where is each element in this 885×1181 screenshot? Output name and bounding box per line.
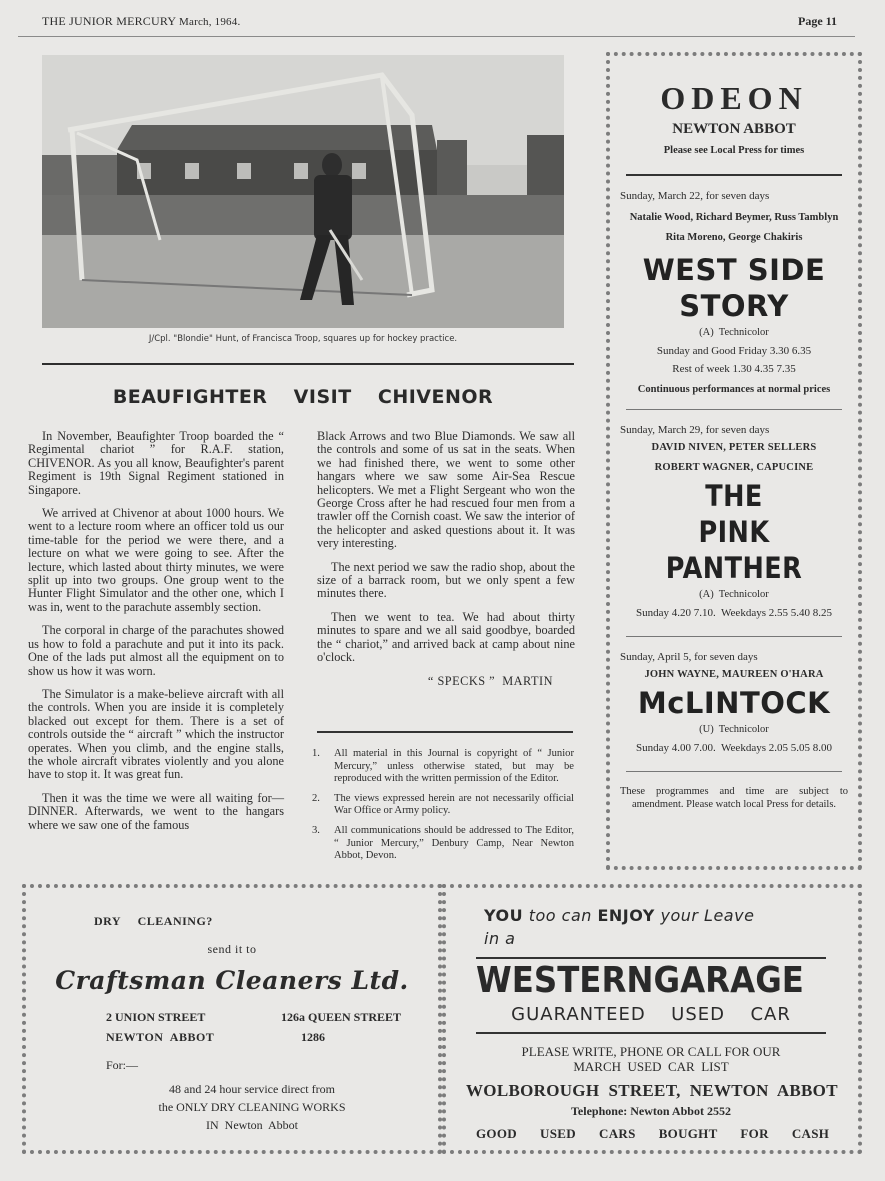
header-divider: [18, 36, 855, 37]
notice-text: All material in this Journal is copyright of “ Junior Mercury,” unless otherwise stated, but may be reproduced with the written permission of the Editor.: [334, 748, 574, 785]
divider: [476, 1032, 826, 1034]
film-times: [620, 739, 848, 757]
cta-line: MARCH USED CAR LIST: [573, 1059, 729, 1074]
tagline-word: your Leave: [660, 906, 755, 925]
for-label: For:—: [106, 1058, 139, 1072]
title-line: STORY: [679, 289, 789, 323]
notice-text: All communications should be addressed to The Editor, “ Junior Mercury,” Denbury Camp, Near Newton Abbot, Devon.: [334, 824, 574, 862]
cast-line: DAVID NIVEN, PETER SELLERS: [651, 442, 817, 453]
garage-address: WOLBOROUGH STREET, NEWTON ABBOT: [466, 1081, 838, 1100]
article-column-right: [317, 430, 575, 688]
title-line: THE: [705, 479, 763, 513]
film-title: [620, 252, 848, 324]
ad-question: DRY CLEANING?: [94, 914, 213, 928]
notice-number: 2.: [312, 792, 320, 804]
tagline-word: too can: [528, 906, 592, 925]
divider: [626, 771, 842, 772]
company-name: Craftsman Cleaners Ltd.: [55, 966, 409, 995]
garage-telephone: Telephone: Newton Abbot 2552: [571, 1104, 731, 1118]
title-line: PINK PANTHER: [665, 515, 803, 585]
editorial-notices: [312, 748, 574, 870]
article-column-left: [28, 430, 284, 842]
page-number: Page 11: [798, 14, 837, 28]
divider: [626, 636, 842, 637]
running-header: [42, 14, 240, 29]
film-times: [620, 342, 848, 378]
town: NEWTON ABBOT: [106, 1030, 215, 1044]
film-cast: [620, 665, 848, 685]
phone-number: 1286: [301, 1030, 325, 1044]
divider: [626, 174, 842, 176]
film-rating: (A) Technicolor: [699, 327, 769, 338]
garage-name: [476, 960, 804, 1001]
article-headline: BEAUFIGHTER VISIT CHIVENOR: [112, 386, 494, 408]
film-rating: (A) Technicolor: [699, 589, 769, 600]
call-to-action: [476, 1044, 826, 1074]
film-title: [620, 685, 848, 721]
title-line: WEST SIDE: [642, 253, 826, 287]
article-paragraph: We arrived at Chivenor at about 1000 hours. We went to a lecture room where an officer told us our time-table for the period we were there, and a lecture on what we were going to see. After the lecture, which lasted about thirty minutes, we were split up into two groups. One group went to the Hunter Flight Simulator and the other one, which I was in, went to the parachute assembly section.: [28, 506, 284, 614]
notice-item: [312, 825, 574, 863]
ad-tagline: [484, 904, 754, 950]
garage-subtitle: GUARANTEED USED CAR: [511, 1004, 791, 1025]
photo-caption: J/Cpl. "Blondie" Hunt, of Francisca Troop, squares up for hockey practice.: [148, 334, 458, 344]
cinema-location: NEWTON ABBOT: [672, 121, 796, 137]
article-paragraph: The Simulator is a make-believe aircraft with all the controls. When you are inside it is completely blacked out except for them. There is a set of controls outside the “ aircraft ” which the instructor operates. When you climb, and the engine stalls, the whole aircraft vibrates violently and you alone have to stop it. It was great fun.: [28, 686, 284, 782]
hockey-photo: [42, 55, 564, 328]
cast-line: Rita Moreno, George Chakiris: [665, 232, 803, 243]
garage-name-word: WESTERN: [476, 960, 654, 1001]
tagline-word: ENJOY: [597, 906, 655, 925]
notice-item: [312, 748, 574, 786]
address-line: 126a QUEEN STREET: [281, 1010, 402, 1024]
cinema-name: ODEON: [660, 80, 808, 116]
service-line: the ONLY DRY CLEANING WORKS: [158, 1100, 346, 1114]
film-date: Sunday, March 22, for seven days: [620, 190, 770, 202]
cast-line: Natalie Wood, Richard Beymer, Russ Tamblyn: [629, 212, 839, 223]
film-title: [634, 478, 835, 586]
divider: [476, 957, 826, 959]
notice-text: The views expressed herein are not necessarily official War Office or Army policy.: [334, 792, 574, 817]
press-note: Please see Local Press for times: [663, 145, 805, 156]
address-line: 2 UNION STREET: [106, 1010, 206, 1024]
cleaners-advert: [22, 884, 442, 1154]
odeon-advert: [606, 52, 862, 870]
film-note: Continuous performances at normal prices: [637, 384, 831, 395]
film-listing-west-side-story: [620, 190, 848, 395]
film-listing-pink-panther: [620, 424, 848, 622]
programme-disclaimer: These programmes and time are subject to amendment. Please watch local Press for details.: [620, 786, 848, 810]
article-paragraph: Then it was the time we were all waiting for—DINNER. Afterwards, we went to the hangars where we saw one of the famous: [28, 790, 284, 832]
cash-offer: GOOD USED CARS BOUGHT FOR CASH: [476, 1126, 830, 1141]
cast-line: JOHN WAYNE, MAUREEN O'HARA: [644, 669, 824, 680]
times-line: Sunday 4.00 7.00. Weekdays 2.05 5.05 8.00: [636, 742, 832, 754]
film-date: Sunday, April 5, for seven days: [620, 651, 758, 663]
tagline-word: YOU: [484, 906, 524, 925]
film-listing-mclintock: [620, 651, 848, 757]
notice-number: 1.: [312, 748, 320, 759]
cta-line: PLEASE WRITE, PHONE OR CALL FOR OUR: [521, 1044, 781, 1059]
film-times: [620, 604, 848, 622]
times-line: Sunday and Good Friday 3.30 6.35: [656, 345, 812, 357]
times-line: Rest of week 1.30 4.35 7.35: [672, 363, 796, 375]
notices-divider: [317, 731, 573, 733]
article-paragraph: The next period we saw the radio shop, about the size of a barrack room, but we only spent a few minutes there.: [317, 559, 575, 601]
cast-line: ROBERT WAGNER, CAPUCINE: [654, 462, 814, 473]
notice-number: 3.: [312, 824, 320, 836]
service-line: 48 and 24 hour service direct from: [169, 1082, 335, 1096]
publication-name: THE JUNIOR MERCURY: [42, 14, 176, 28]
film-date: Sunday, March 29, for seven days: [620, 424, 770, 436]
article-paragraph: Then we went to tea. We had about thirty minutes to spare and we all said goodbye, boarded the “ chariot,” and arrived back at camp about nine o'clock.: [317, 609, 575, 665]
garage-name-word: GARAGE: [653, 960, 804, 1001]
film-cast: [620, 438, 848, 478]
issue-date: March, 1964.: [179, 16, 241, 28]
title-line: McLINTOCK: [637, 686, 831, 720]
garage-advert: [442, 884, 862, 1154]
tagline-word: in a: [484, 929, 516, 948]
ad-send-text: send it to: [207, 942, 257, 956]
notice-item: [312, 793, 574, 818]
article-paragraph: Black Arrows and two Blue Diamonds. We saw all the controls and some of us sat in the seats. When we had finished there, we went to some other hangars where we saw some Air-Sea Rescue helicopters. We met a Flight Sergeant who won the George Cross after he had rescued four men from a trawler off the Cornish coast. We saw the interior of the helicopter and asked questions about it. It was very interesting.: [317, 429, 575, 551]
article-author: “ SPECKS ” MARTIN: [427, 673, 553, 688]
article-paragraph: The corporal in charge of the parachutes showed us how to fold a parachute and put it into its pack. One of the lads put almost all the equipment on to show us how it was worn.: [28, 623, 284, 678]
film-rating: (U) Technicolor: [699, 724, 769, 735]
service-line: IN Newton Abbot: [206, 1118, 298, 1132]
times-line: Sunday 4.20 7.10. Weekdays 2.55 5.40 8.25: [636, 607, 832, 619]
section-divider: [42, 363, 574, 365]
film-cast: [620, 208, 848, 248]
article-paragraph: In November, Beaufighter Troop boarded the “ Regimental chariot ” for R.A.F. station, CHIVENOR. As you all know, Beaufighter's parent Regiment is 19th Signal Regiment stationed in Singapore.: [28, 429, 284, 497]
service-description: [26, 1080, 438, 1134]
divider: [626, 409, 842, 410]
